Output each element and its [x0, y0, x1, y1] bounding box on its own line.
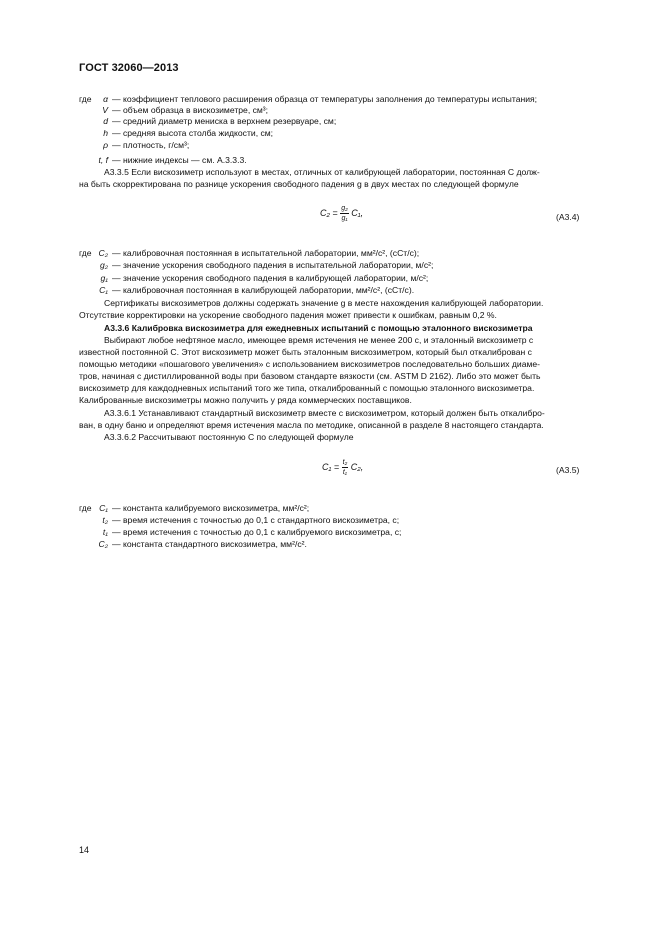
paragraph-a3362: А3.3.6.2 Рассчитывают постоянную C по следующей формуле: [104, 432, 354, 442]
legend-symbol: C₁: [99, 285, 108, 295]
where-label: где: [79, 94, 92, 104]
document-header: ГОСТ 32060—2013: [79, 62, 179, 74]
legend-symbol: h: [103, 128, 108, 138]
formula-fraction: [342, 458, 349, 477]
equation-number: (А3.5): [556, 465, 580, 475]
paragraph-a336-line: тров, начиная с дистиллированной воды при базовом стандарте вязкости (см. ASTM D 2162). Либо это может быть: [79, 371, 541, 381]
paragraph-certificates-line: Сертификаты вискозиметров должны содержать значение g в месте нахождения калибрующей лаборатории.: [104, 298, 544, 308]
legend-symbol: C₂: [98, 248, 108, 258]
formula-numerator: t₂: [342, 459, 348, 466]
legend-symbol: ρ: [103, 140, 108, 150]
equation-number: (А3.4): [556, 212, 580, 222]
legend-symbol: t₁: [102, 527, 108, 537]
legend-text: — нижние индексы — см. А.3.3.3.: [112, 155, 247, 165]
legend-symbol: g₂: [99, 260, 108, 270]
legend-text: — время истечения с точностью до 0,1 с калибруемого вискозиметра, с;: [112, 527, 402, 537]
legend-symbol: C₂: [98, 539, 108, 549]
section-heading-a336: А3.3.6 Калибровка вискозиметра для ежедневных испытаний с помощью эталонного вискозиметра: [104, 323, 533, 333]
legend-text: — константа калибруемого вискозиметра, мм²/с²;: [112, 503, 310, 513]
legend-text: — средний диаметр мениска в верхнем резервуаре, см;: [112, 116, 337, 126]
paragraph-a336-line: помощью методики «пошагового увеличения» с использованием вискозиметров последовательно больших диаме-: [79, 359, 541, 369]
paragraph-a336-line: Калиброванные вискозиметры можно получить у ряда коммерческих поставщиков.: [79, 395, 412, 405]
legend-symbol: t₂: [102, 515, 108, 525]
paragraph-a3361-line: А3.3.6.1 Устанавливают стандартный вискозиметр вместе с вискозиметром, который должен быть откалибро-: [104, 408, 545, 418]
legend-symbol: t, f: [98, 155, 108, 165]
formula-denominator: t₁: [342, 469, 348, 476]
legend-text: — объем образца в вискозиметре, см³;: [112, 105, 269, 115]
paragraph-certificates-line: Отсутствие корректировки на ускорение свободного падения может привести к ошибкам, равным 0,2 %.: [79, 310, 497, 320]
legend-symbol: d: [103, 116, 108, 126]
paragraph-a336-line: вискозиметр для каждодневных испытаний того же типа, откалиброванный с помощью эталонного вискозиметра.: [79, 383, 535, 393]
paragraph-a335-line: А3.3.5 Если вискозиметр используют в местах, отличных от калибрующей лаборатории, постоянная C долж-: [104, 167, 540, 177]
legend-symbol: α: [103, 94, 108, 104]
legend-text: — средняя высота столба жидкости, см;: [112, 128, 274, 138]
legend-symbol: C₁: [99, 503, 108, 513]
legend-text: — коэффициент теплового расширения образца от температуры заполнения до температуры испытания;: [112, 94, 538, 104]
formula-lhs: C₂ =: [320, 207, 338, 218]
formula-lhs: C₁ =: [322, 461, 340, 472]
where-label: где: [79, 503, 92, 513]
formula-a34: [320, 204, 363, 223]
formula-rhs: C₂,: [350, 461, 364, 472]
legend-text: — время истечения с точностью до 0,1 с стандартного вискозиметра, с;: [112, 515, 400, 525]
legend-text: — калибровочная постоянная в испытательной лаборатории, мм²/с², (сСт/с);: [112, 248, 420, 258]
formula-fraction: [340, 204, 349, 223]
where-label: где: [79, 248, 92, 258]
formula-a35: [322, 458, 363, 477]
paragraph-a3361-line: ван, в одну баню и определяют время истечения масла по методике, описанной в разделе 8 настоящего стандарта.: [79, 420, 544, 430]
page-number: 14: [79, 845, 90, 855]
paragraph-a336-line: известной постоянной C. Этот вискозиметр может быть эталонным вискозиметром, который был откалиброван с: [79, 347, 532, 357]
legend-text: — плотность, г/см³;: [112, 140, 190, 150]
formula-rhs: C₁,: [351, 207, 364, 218]
formula-numerator: g₂: [341, 205, 348, 212]
formula-denominator: g₁: [341, 215, 348, 222]
legend-text: — значение ускорения свободного падения в испытательной лаборатории, м/с²;: [112, 260, 434, 270]
legend-text: — калибровочная постоянная в калибрующей лаборатории, мм²/с², (сСт/с).: [112, 285, 415, 295]
paragraph-a335-line: на быть скорректирована по разнице ускорения свободного падения g в двух местах по следующей формуле: [79, 179, 519, 189]
legend-text: — значение ускорения свободного падения в калибрующей лаборатории, м/с²;: [112, 273, 429, 283]
paragraph-a336-line: Выбирают любое нефтяное масло, имеющее время истечения не менее 200 с, и эталонный вискозиметр с: [104, 335, 534, 345]
legend-text: — константа стандартного вискозиметра, мм²/с².: [112, 539, 307, 549]
legend-symbol: g₁: [100, 273, 108, 283]
legend-symbol: V: [102, 105, 108, 115]
